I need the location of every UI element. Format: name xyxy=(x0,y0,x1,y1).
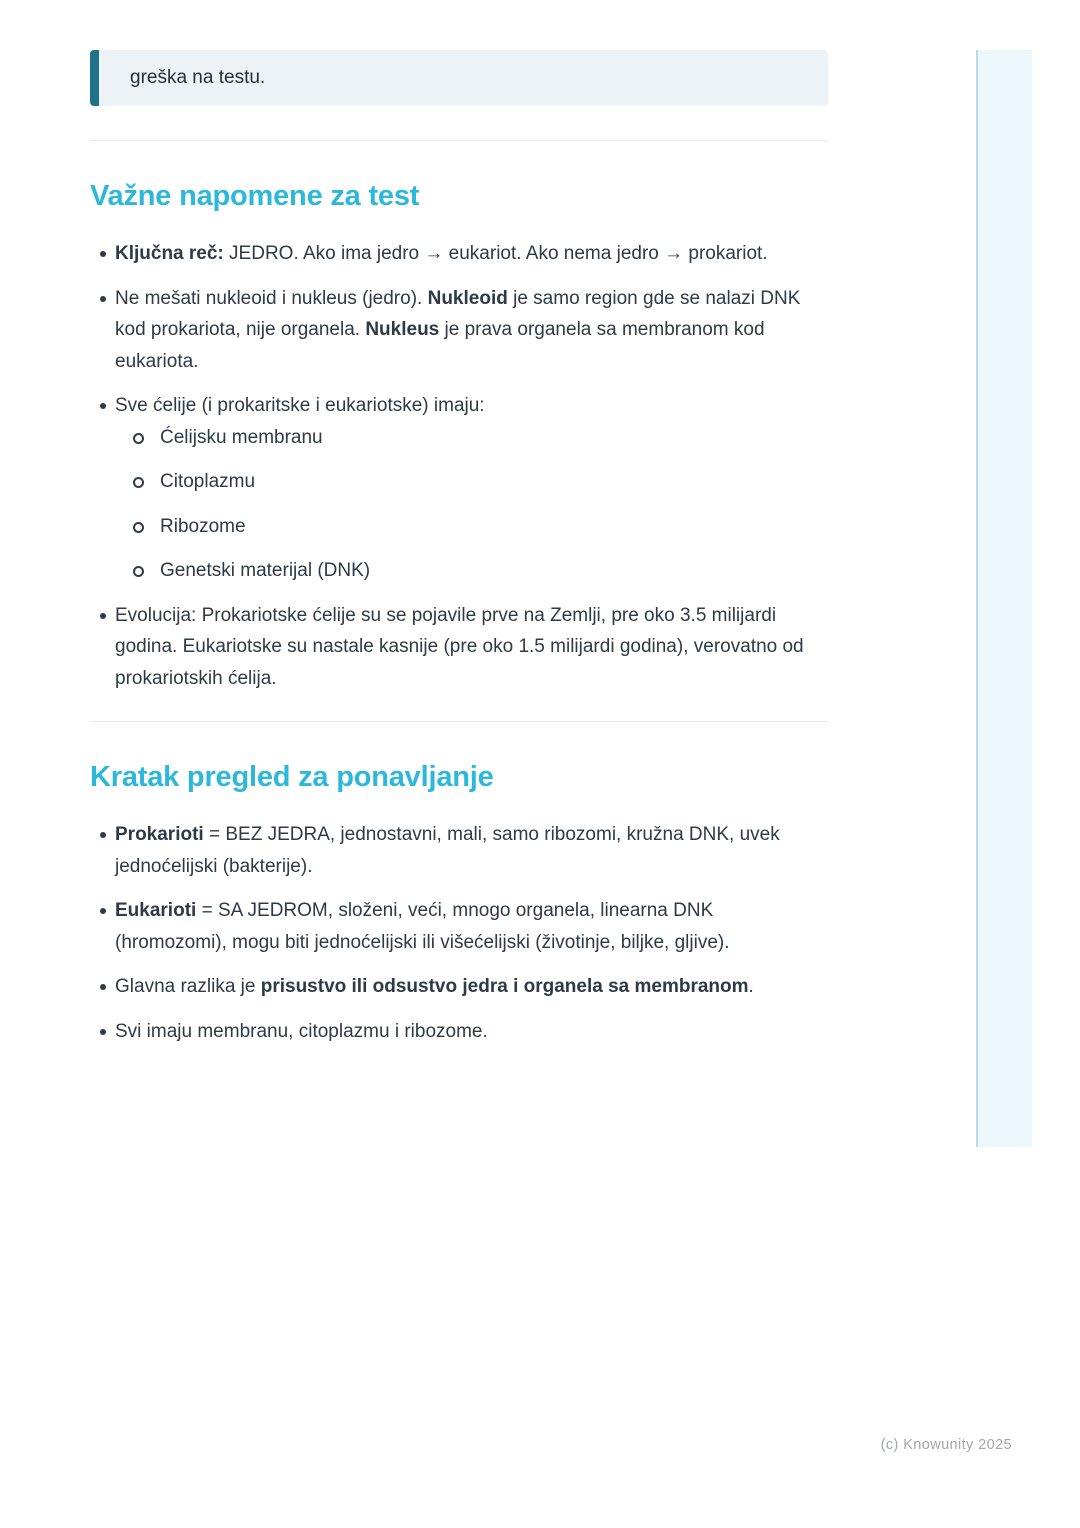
sub-list xyxy=(133,422,828,587)
list-item: Prokarioti = BEZ JEDRA, jednostavni, mali, samo ribozomi, kružna DNK, uvek jednoćelijski (bakterije). xyxy=(90,819,828,882)
review-list xyxy=(90,819,828,1047)
list-item: Glavna razlika je prisustvo ili odsustvo jedra i organela sa membranom. xyxy=(90,971,828,1003)
callout-note xyxy=(90,50,828,106)
section-heading-notes: Važne napomene za test xyxy=(90,180,420,212)
list-item: Ključna reč: JEDRO. Ako ima jedro → eukariot. Ako nema jedro → prokariot. xyxy=(90,238,828,270)
sub-list-item: Ribozome xyxy=(133,511,828,543)
list-item: Evolucija: Prokariotske ćelije su se pojavile prve na Zemlji, pre oko 3.5 milijardi godina. Eukariotske su nastale kasnije (pre oko 1.5 milijardi godina), verovatno od prokariotskih ćelija. xyxy=(90,600,828,695)
footer-credit: (c) Knowunity 2025 xyxy=(880,1437,1012,1453)
callout-text: greška na testu. xyxy=(130,67,266,88)
section-heading-review: Kratak pregled za ponavljanje xyxy=(90,761,494,793)
sub-list-item: Genetski materijal (DNK) xyxy=(133,555,828,587)
sub-list-item: Ćelijsku membranu xyxy=(133,422,828,454)
sub-list-item: Citoplazmu xyxy=(133,466,828,498)
document-content xyxy=(90,0,828,1060)
list-item: Sve ćelije (i prokaritske i eukariotske) imaju: Ćelijsku membranu Citoplazmu Ribozome Genetski materijal (DNK) xyxy=(90,390,828,587)
section-divider xyxy=(90,721,828,722)
notes-list xyxy=(90,238,828,694)
callout-accent-bar xyxy=(90,50,99,106)
page-edge-strip xyxy=(976,50,1032,1147)
list-item: Svi imaju membranu, citoplazmu i ribozome. xyxy=(90,1016,828,1048)
list-item: Ne mešati nukleoid i nukleus (jedro). Nukleoid je samo region gde se nalazi DNK kod prokariota, nije organela. Nukleus je prava organela sa membranom kod eukariota. xyxy=(90,283,828,378)
section-divider xyxy=(90,140,828,141)
list-item: Eukarioti = SA JEDROM, složeni, veći, mnogo organela, linearna DNK (hromozomi), mogu biti jednoćelijski ili višećelijski (životinje, biljke, gljive). xyxy=(90,895,828,958)
